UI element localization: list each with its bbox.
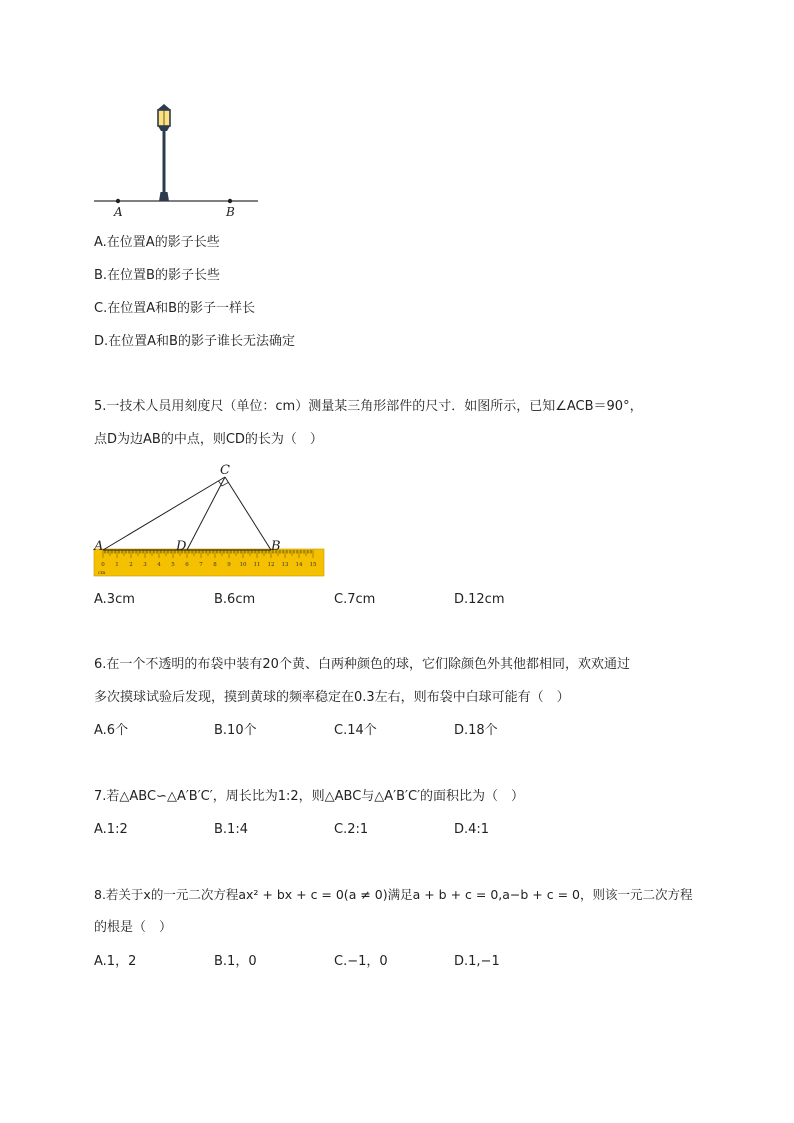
- point-a-label: A: [114, 205, 123, 219]
- label-d: D: [176, 539, 187, 554]
- ruler-number: 2: [129, 562, 133, 568]
- ruler-number: 12: [267, 562, 275, 568]
- q7-option-d: D.4:1: [454, 822, 490, 837]
- point-a-dot: [116, 199, 120, 203]
- ruler-number: 3: [143, 562, 147, 568]
- side-bc: [225, 477, 271, 550]
- q8-stem-line1: 8.若关于x的一元二次方程ax² + bx + c = 0(a ≠ 0)满足a + b + c = 0,a−b + c = 0，则该一元二次方程: [94, 887, 693, 902]
- q6-option-b: B.10个: [214, 723, 257, 738]
- q6-option-a: A.6个: [94, 723, 129, 738]
- q6-stem-line2: 多次摸球试验后发现，摸到黄球的频率稳定在0.3左右，则布袋中白球可能有（ ）: [94, 690, 570, 705]
- ruler-number: 4: [157, 562, 161, 568]
- q4-option-c: C.在位置A和B的影子一样长: [94, 301, 256, 316]
- q8-option-b: B.1，0: [214, 954, 257, 969]
- ruler-number: 11: [253, 562, 261, 568]
- ruler-number: 0: [101, 562, 105, 568]
- q6-option-c: C.14个: [334, 723, 377, 738]
- right-angle-mark: [219, 481, 229, 486]
- side-ac: [103, 477, 225, 550]
- ruler-number: 6: [185, 562, 189, 568]
- lamp-bottom: [158, 126, 170, 131]
- label-c: C: [220, 463, 230, 478]
- point-b-label: B: [226, 205, 235, 219]
- ruler-number: 7: [199, 562, 203, 568]
- q5-stem-line1: 5.一技术人员用刻度尺（单位：cm）测量某三角形部件的尺寸．如图所示，已知∠ACB＝90°，: [94, 399, 643, 414]
- q5-stem-line2: 点D为边AB的中点，则CD的长为（ ）: [94, 432, 323, 447]
- q6-option-d: D.18个: [454, 723, 498, 738]
- q5-option-d: D.12cm: [454, 592, 505, 607]
- q8-option-d: D.1,−1: [454, 954, 500, 969]
- q8-option-a: A.1，2: [94, 954, 137, 969]
- q7-option-c: C.2:1: [334, 822, 369, 837]
- ruler-number: 13: [281, 562, 289, 568]
- q5-option-a: A.3cm: [94, 592, 135, 607]
- triangle-ruler-figure: [90, 460, 330, 580]
- ruler-unit: cm: [98, 570, 106, 576]
- label-b: B: [271, 539, 281, 554]
- q8-stem-line2: 的根是（ ）: [94, 920, 173, 935]
- q6-stem-line1: 6.在一个不透明的布袋中装有20个黄、白两种颜色的球，它们除颜色外其他都相同，欢欢通过: [94, 657, 630, 672]
- q5-option-b: B.6cm: [214, 592, 256, 607]
- point-b-dot: [228, 199, 232, 203]
- ruler-number: 8: [213, 562, 217, 568]
- q7-stem-line1: 7.若△ABC∽△A′B′C′，周长比为1:2，则△ABC与△A′B′C′的面积比为（ ）: [94, 789, 525, 804]
- lamp-post: [163, 130, 166, 196]
- label-a: A: [94, 539, 104, 554]
- q7-option-a: A.1:2: [94, 822, 128, 837]
- ruler-number: 9: [227, 562, 231, 568]
- ruler-number: 1: [115, 562, 119, 568]
- ruler-number: 5: [171, 562, 175, 568]
- lamp-cap: [157, 104, 171, 110]
- q7-option-b: B.1:4: [214, 822, 248, 837]
- q4-option-b: B.在位置B的影子长些: [94, 268, 220, 283]
- ruler-number: 15: [309, 562, 317, 568]
- q4-option-d: D.在位置A和B的影子谁长无法确定: [94, 334, 295, 349]
- q4-option-a: A.在位置A的影子长些: [94, 235, 220, 250]
- lamp-base: [159, 192, 169, 201]
- q5-option-c: C.7cm: [334, 592, 376, 607]
- street-lamp-figure: [90, 100, 265, 225]
- ruler-number: 10: [239, 562, 247, 568]
- ruler-number: 14: [295, 562, 303, 568]
- q8-option-c: C.−1，0: [334, 954, 388, 969]
